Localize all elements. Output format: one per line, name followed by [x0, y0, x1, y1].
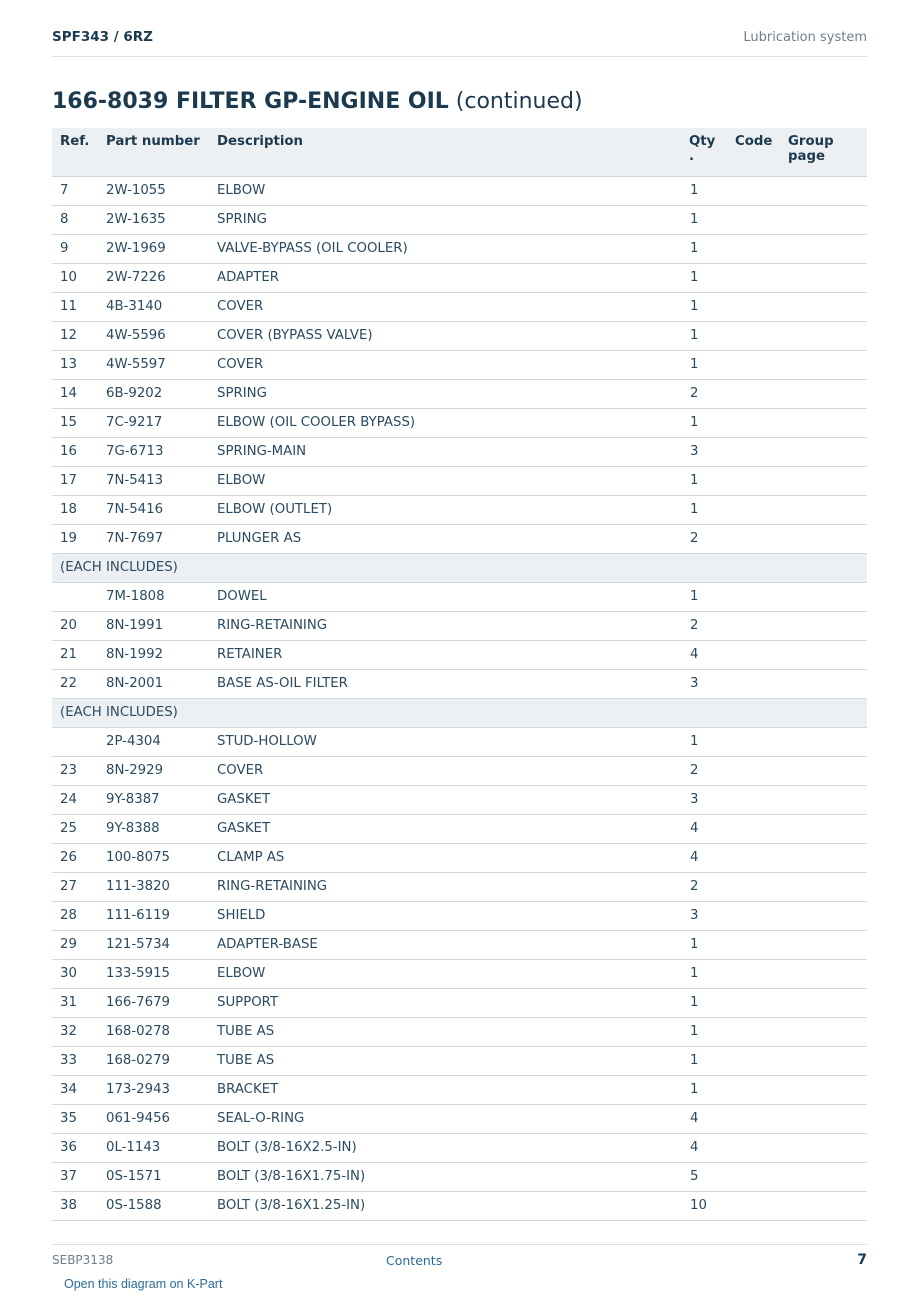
part-number-cell: 166-7679 [98, 988, 209, 1017]
description-cell: COVER [209, 756, 682, 785]
code-cell [728, 495, 781, 524]
code-cell [728, 379, 781, 408]
ref-cell: 11 [52, 292, 98, 321]
description-cell: BOLT (3/8-16X1.25-IN) [209, 1191, 682, 1220]
code-cell [728, 756, 781, 785]
part-number-cell: 6B-9202 [98, 379, 209, 408]
qty-cell: 4 [682, 1104, 728, 1133]
code-cell [728, 176, 781, 205]
qty-cell: 2 [682, 524, 728, 553]
part-number-cell: 111-6119 [98, 901, 209, 930]
kpart-diagram-link[interactable]: Open this diagram on K-Part [64, 1277, 223, 1291]
code-cell [728, 727, 781, 756]
qty-cell: 1 [682, 176, 728, 205]
description-cell: COVER (BYPASS VALVE) [209, 321, 682, 350]
group-page-cell [781, 901, 867, 930]
qty-cell: 5 [682, 1162, 728, 1191]
group-page-cell [781, 1046, 867, 1075]
code-cell [728, 437, 781, 466]
code-cell [728, 785, 781, 814]
group-page-cell [781, 988, 867, 1017]
code-cell [728, 1017, 781, 1046]
ref-cell: 35 [52, 1104, 98, 1133]
description-cell: COVER [209, 350, 682, 379]
group-page-cell [781, 756, 867, 785]
group-page-cell [781, 727, 867, 756]
table-row [52, 1017, 867, 1046]
table-row [52, 1191, 867, 1220]
description-cell: ADAPTER-BASE [209, 930, 682, 959]
ref-cell: 12 [52, 321, 98, 350]
description-cell: RING-RETAINING [209, 611, 682, 640]
group-page-cell [781, 1017, 867, 1046]
ref-cell: 21 [52, 640, 98, 669]
table-row [52, 176, 867, 205]
qty-cell: 1 [682, 988, 728, 1017]
code-cell [728, 843, 781, 872]
ref-cell: 15 [52, 408, 98, 437]
ref-cell: 36 [52, 1133, 98, 1162]
table-row [52, 756, 867, 785]
code-cell [728, 1046, 781, 1075]
code-cell [728, 1162, 781, 1191]
table-row [52, 1162, 867, 1191]
code-cell [728, 292, 781, 321]
code-cell [728, 959, 781, 988]
part-number-cell: 0L-1143 [98, 1133, 209, 1162]
ref-cell: 13 [52, 350, 98, 379]
group-page-cell [781, 930, 867, 959]
ref-cell: 34 [52, 1075, 98, 1104]
part-number-cell: 9Y-8388 [98, 814, 209, 843]
table-row [52, 959, 867, 988]
qty-cell: 1 [682, 495, 728, 524]
includes-row [52, 698, 867, 727]
part-number-cell: 7N-5416 [98, 495, 209, 524]
part-number-cell: 173-2943 [98, 1075, 209, 1104]
table-row [52, 901, 867, 930]
code-cell [728, 901, 781, 930]
ref-cell: 17 [52, 466, 98, 495]
description-cell: ELBOW (OUTLET) [209, 495, 682, 524]
table-row [52, 379, 867, 408]
group-page-cell [781, 1191, 867, 1220]
description-cell: ELBOW [209, 959, 682, 988]
description-cell: COVER [209, 292, 682, 321]
ref-cell: 27 [52, 872, 98, 901]
page-title [52, 89, 583, 114]
qty-cell: 1 [682, 234, 728, 263]
group-page-cell [781, 176, 867, 205]
table-row [52, 437, 867, 466]
group-page-cell [781, 785, 867, 814]
table-row [52, 1075, 867, 1104]
code-cell [728, 611, 781, 640]
table-row [52, 582, 867, 611]
qty-cell: 1 [682, 1017, 728, 1046]
group-page-cell [781, 379, 867, 408]
description-cell: DOWEL [209, 582, 682, 611]
table-row [52, 350, 867, 379]
qty-cell: 1 [682, 350, 728, 379]
group-page-cell [781, 408, 867, 437]
code-cell [728, 872, 781, 901]
part-number-cell: 133-5915 [98, 959, 209, 988]
page-number: 7 [857, 1252, 867, 1268]
table-row [52, 988, 867, 1017]
description-cell: ELBOW [209, 176, 682, 205]
code-cell [728, 814, 781, 843]
qty-cell: 4 [682, 814, 728, 843]
part-number-cell: 0S-1588 [98, 1191, 209, 1220]
code-cell [728, 350, 781, 379]
table-header-row [52, 128, 867, 176]
part-number-cell: 0S-1571 [98, 1162, 209, 1191]
group-page-cell [781, 234, 867, 263]
group-page-cell [781, 1075, 867, 1104]
description-cell: BOLT (3/8-16X1.75-IN) [209, 1162, 682, 1191]
code-cell [728, 321, 781, 350]
description-cell: SHIELD [209, 901, 682, 930]
part-number-cell: 4W-5597 [98, 350, 209, 379]
ref-cell: 24 [52, 785, 98, 814]
code-cell [728, 930, 781, 959]
part-number-cell: 111-3820 [98, 872, 209, 901]
qty-cell: 1 [682, 205, 728, 234]
group-page-cell [781, 466, 867, 495]
description-cell: BOLT (3/8-16X2.5-IN) [209, 1133, 682, 1162]
part-number-cell: 100-8075 [98, 843, 209, 872]
table-row [52, 814, 867, 843]
table-row [52, 843, 867, 872]
description-cell: TUBE AS [209, 1046, 682, 1075]
description-cell: STUD-HOLLOW [209, 727, 682, 756]
part-number-cell: 2W-1969 [98, 234, 209, 263]
ref-cell: 14 [52, 379, 98, 408]
part-number-cell: 9Y-8387 [98, 785, 209, 814]
description-cell: GASKET [209, 785, 682, 814]
ref-cell: 10 [52, 263, 98, 292]
part-number-cell: 2P-4304 [98, 727, 209, 756]
group-page-cell [781, 843, 867, 872]
table-row [52, 234, 867, 263]
ref-cell: 29 [52, 930, 98, 959]
description-cell: ADAPTER [209, 263, 682, 292]
table-row [52, 524, 867, 553]
description-cell: ELBOW (OIL COOLER BYPASS) [209, 408, 682, 437]
part-number-cell: 4B-3140 [98, 292, 209, 321]
part-number-cell: 7M-1808 [98, 582, 209, 611]
ref-cell: 16 [52, 437, 98, 466]
group-page-cell [781, 292, 867, 321]
description-cell: BRACKET [209, 1075, 682, 1104]
group-page-cell [781, 205, 867, 234]
qty-cell: 3 [682, 901, 728, 930]
qty-cell: 3 [682, 437, 728, 466]
description-cell: SPRING-MAIN [209, 437, 682, 466]
table-row [52, 408, 867, 437]
ref-cell: 18 [52, 495, 98, 524]
col-part-header: Part number [98, 128, 209, 176]
qty-cell: 1 [682, 959, 728, 988]
includes-label: (EACH INCLUDES) [52, 698, 867, 727]
description-cell: RING-RETAINING [209, 872, 682, 901]
ref-cell: 28 [52, 901, 98, 930]
table-row [52, 205, 867, 234]
col-code-header: Code [728, 128, 781, 176]
part-number-cell: 8N-1992 [98, 640, 209, 669]
group-page-cell [781, 611, 867, 640]
includes-row [52, 553, 867, 582]
group-page-cell [781, 959, 867, 988]
description-cell: VALVE-BYPASS (OIL COOLER) [209, 234, 682, 263]
part-number-cell: 2W-1055 [98, 176, 209, 205]
table-row [52, 785, 867, 814]
group-page-cell [781, 321, 867, 350]
part-number-cell: 7N-5413 [98, 466, 209, 495]
title-part: 166-8039 FILTER GP-ENGINE OIL [52, 89, 449, 114]
group-page-cell [781, 669, 867, 698]
ref-cell [52, 727, 98, 756]
ref-cell: 32 [52, 1017, 98, 1046]
part-number-cell: 7N-7697 [98, 524, 209, 553]
ref-cell: 20 [52, 611, 98, 640]
table-row [52, 263, 867, 292]
group-page-cell [781, 1104, 867, 1133]
qty-cell: 2 [682, 872, 728, 901]
table-row [52, 1104, 867, 1133]
code-cell [728, 466, 781, 495]
title-suffix: (continued) [448, 89, 583, 114]
table-row [52, 292, 867, 321]
group-page-cell [781, 437, 867, 466]
qty-cell: 1 [682, 1075, 728, 1104]
description-cell: CLAMP AS [209, 843, 682, 872]
qty-cell: 2 [682, 756, 728, 785]
document-id: SEBP3138 [52, 1253, 114, 1267]
table-row [52, 1133, 867, 1162]
group-page-cell [781, 582, 867, 611]
ref-cell [52, 582, 98, 611]
code-cell [728, 408, 781, 437]
col-group-header: Group page [781, 128, 867, 176]
contents-link[interactable]: Contents [386, 1253, 443, 1268]
table-row [52, 466, 867, 495]
part-number-cell: 8N-2929 [98, 756, 209, 785]
qty-cell: 1 [682, 263, 728, 292]
ref-cell: 23 [52, 756, 98, 785]
code-cell [728, 669, 781, 698]
qty-cell: 1 [682, 1046, 728, 1075]
qty-cell: 1 [682, 292, 728, 321]
page-header [52, 29, 867, 57]
parts-table [52, 128, 867, 1221]
part-number-cell: 168-0278 [98, 1017, 209, 1046]
col-desc-header: Description [209, 128, 682, 176]
part-number-cell: 7G-6713 [98, 437, 209, 466]
part-number-cell: 168-0279 [98, 1046, 209, 1075]
part-number-cell: 2W-7226 [98, 263, 209, 292]
group-page-cell [781, 1133, 867, 1162]
code-cell [728, 1133, 781, 1162]
qty-cell: 1 [682, 408, 728, 437]
ref-cell: 9 [52, 234, 98, 263]
code-cell [728, 1075, 781, 1104]
qty-cell: 1 [682, 466, 728, 495]
section-label: Lubrication system [743, 30, 867, 45]
table-row [52, 495, 867, 524]
description-cell: SPRING [209, 379, 682, 408]
ref-cell: 7 [52, 176, 98, 205]
ref-cell: 37 [52, 1162, 98, 1191]
code-cell [728, 1104, 781, 1133]
part-number-cell: 8N-2001 [98, 669, 209, 698]
group-page-cell [781, 495, 867, 524]
code-cell [728, 263, 781, 292]
description-cell: TUBE AS [209, 1017, 682, 1046]
part-number-cell: 7C-9217 [98, 408, 209, 437]
group-page-cell [781, 1162, 867, 1191]
group-page-cell [781, 524, 867, 553]
code-cell [728, 1191, 781, 1220]
model-label: SPF343 / 6RZ [52, 29, 153, 45]
group-page-cell [781, 263, 867, 292]
table-row [52, 611, 867, 640]
table-row [52, 872, 867, 901]
ref-cell: 26 [52, 843, 98, 872]
qty-cell: 4 [682, 640, 728, 669]
ref-cell: 33 [52, 1046, 98, 1075]
description-cell: GASKET [209, 814, 682, 843]
description-cell: PLUNGER AS [209, 524, 682, 553]
qty-cell: 3 [682, 785, 728, 814]
qty-cell: 2 [682, 611, 728, 640]
description-cell: SEAL-O-RING [209, 1104, 682, 1133]
ref-cell: 25 [52, 814, 98, 843]
code-cell [728, 205, 781, 234]
qty-cell: 2 [682, 379, 728, 408]
description-cell: ELBOW [209, 466, 682, 495]
qty-cell: 3 [682, 669, 728, 698]
group-page-cell [781, 640, 867, 669]
part-number-cell: 4W-5596 [98, 321, 209, 350]
code-cell [728, 988, 781, 1017]
group-page-cell [781, 814, 867, 843]
ref-cell: 22 [52, 669, 98, 698]
col-qty-header: Qty . [682, 128, 728, 176]
table-row [52, 321, 867, 350]
col-ref-header: Ref. [52, 128, 98, 176]
qty-cell: 10 [682, 1191, 728, 1220]
ref-cell: 31 [52, 988, 98, 1017]
ref-cell: 19 [52, 524, 98, 553]
part-number-cell: 8N-1991 [98, 611, 209, 640]
group-page-cell [781, 872, 867, 901]
part-number-cell: 121-5734 [98, 930, 209, 959]
code-cell [728, 234, 781, 263]
description-cell: SUPPORT [209, 988, 682, 1017]
ref-cell: 8 [52, 205, 98, 234]
qty-cell: 4 [682, 843, 728, 872]
ref-cell: 38 [52, 1191, 98, 1220]
description-cell: BASE AS-OIL FILTER [209, 669, 682, 698]
table-row [52, 727, 867, 756]
qty-cell: 1 [682, 727, 728, 756]
code-cell [728, 582, 781, 611]
code-cell [728, 640, 781, 669]
part-number-cell: 061-9456 [98, 1104, 209, 1133]
group-page-cell [781, 350, 867, 379]
code-cell [728, 524, 781, 553]
qty-cell: 1 [682, 321, 728, 350]
table-row [52, 640, 867, 669]
table-row [52, 1046, 867, 1075]
includes-label: (EACH INCLUDES) [52, 553, 867, 582]
table-row [52, 669, 867, 698]
qty-cell: 4 [682, 1133, 728, 1162]
table-row [52, 930, 867, 959]
qty-cell: 1 [682, 582, 728, 611]
qty-cell: 1 [682, 930, 728, 959]
footer-divider [52, 1244, 867, 1245]
description-cell: RETAINER [209, 640, 682, 669]
part-number-cell: 2W-1635 [98, 205, 209, 234]
ref-cell: 30 [52, 959, 98, 988]
description-cell: SPRING [209, 205, 682, 234]
